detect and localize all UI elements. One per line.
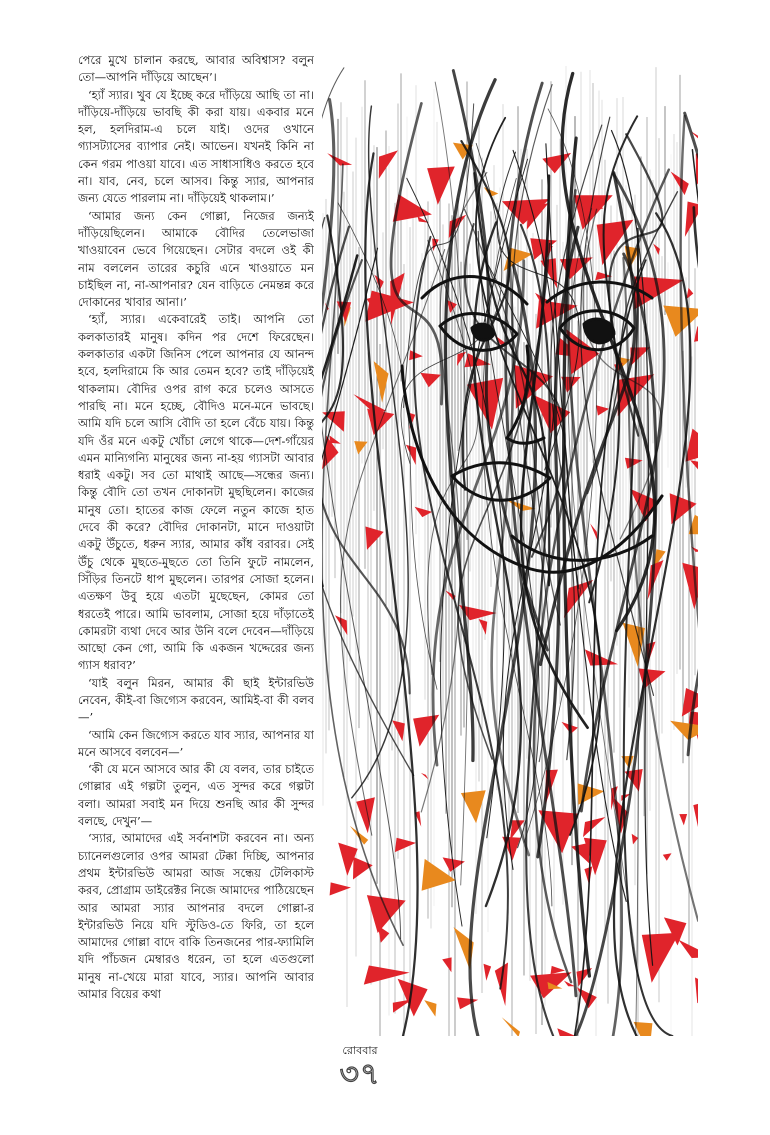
article-paragraph: ‘আমি কেন জিগ্যেস করতে যাব স্যার, আপনার যা মনে আসবে বলবেন—’ <box>78 727 314 759</box>
color-shard <box>690 460 698 482</box>
color-shard <box>642 933 680 983</box>
right-pupil <box>584 319 614 343</box>
color-shard <box>421 773 428 780</box>
color-shard <box>424 1000 436 1017</box>
color-shard <box>330 882 351 895</box>
color-shard <box>395 838 416 852</box>
color-shard <box>484 964 492 981</box>
magazine-name: রোববার <box>342 1044 378 1057</box>
article-paragraph: ‘কী যে মনে আসবে আর কী যে বলব, তার চাইতে গোল্লার এই গল্পটা তুলুন, এত সুন্দর করে গল্পটা বলা। আমরা সবাই মন দিয়ে শুনছি আর কী সুন্দর বলছে, দেখুন’— <box>78 762 314 829</box>
page-number: ৩৭ <box>339 1057 381 1092</box>
color-shard <box>327 153 352 165</box>
color-shard <box>679 814 687 825</box>
color-shard <box>479 619 488 635</box>
color-shard <box>379 150 398 179</box>
article-paragraph: ‘যাই বলুন মিরন, আমার কী ছাই ইন্টারভিউ নেবেন, কীই-বা জিগ্যেস করবেন, আমিই-বা কী বলব—’ <box>78 675 314 725</box>
hair-strokes <box>322 68 698 1036</box>
article-paragraph: ‘স্যার, আমাদের এই সর্বনাশটা করবেন না। অন্য চ্যানেলগুলোর ওপর আমরা টেক্কা দিচ্ছি, আপনার প্রথম ইন্টারভিউ আমরা আজ সন্ধেয় টেলিকাস্ট করব, প্রোগ্রাম ডাইরেক্টর নিজে আমাদের পাঠিয়েছেন আর আমরা স্যার আপনার বদলে গোল্লা-র ইন্টারভিউ নিয়ে যদি স্টুডিও-তে ফিরি, তা হলে আমাদের গোল্লা বাদে বাকি তিনজনের পার-ফ্যামিলি যদি পাঁচজন মেম্বারও ধরেন, তা হলে এতগুলো মানুষ না-খেয়ে মারা যাবে, স্যার। আপনি আবার আমার বিয়ের কথা <box>78 831 314 1002</box>
illustration-canvas <box>322 66 698 1036</box>
color-shard <box>663 853 672 861</box>
article-paragraph: ‘আমার জন্য কেন গোল্লা, নিজের জন্যই দাঁড়িয়েছিলেন। আমাকে বৌদির তেলেভাজা খাওয়াবেন ভেবে গিয়েছেন। সেটার বদলে ওই কী নাম বললেন তারের কচুরি এনে খাওয়াতে মন চাইছিল না, না-আপনার? যেন বাড়িতে নেমন্তন্ন করে দোকানের খাবার আনা।’ <box>78 208 314 310</box>
color-shard <box>583 817 605 837</box>
color-shard <box>415 507 433 517</box>
article-paragraph: ‘হ্যাঁ স্যার। খুব যে ইচ্ছে করে দাঁড়িয়ে আছি তা না। দাঁড়িয়ে-দাঁড়িয়ে ভাবছি কী করা যায়। একবার মনে হল, হলদিরাম-এ চলে যাই। ওদের ওখানে গ্যাসট্যাসের ব্যাপার নেই। আভেন। যখনই কিনি না কেন গরম পাওয়া যাবে। এত সাধাসাধিও করতে হবে না। যাব, নেব, চলে আসব। কিন্তু স্যার, আপনার জন্য যেতে পারলাম না। দাঁড়িয়েই থাকলাম।’ <box>78 87 314 206</box>
color-shard <box>442 957 451 972</box>
color-shard <box>392 720 405 741</box>
color-shard <box>596 405 609 415</box>
color-shard <box>457 997 478 1009</box>
hair-stroke <box>322 100 334 981</box>
color-shard <box>366 527 384 550</box>
color-shard <box>695 978 698 1004</box>
hair-stroke <box>322 256 357 696</box>
color-shard <box>625 458 643 469</box>
page-folio <box>330 1044 390 1092</box>
color-shard <box>693 795 698 851</box>
article-paragraph: ‘হ্যাঁ, স্যার। একেবারেই তাই। আপনি তো কলকাতারই মানুষ। কদিন পর দেশে ফিরেছেন। কলকাতার একটা জিনিস পেলে আপনার যে আনন্দ হবে, হলদিরামে কি আর তেমন হবে? তাই দাঁড়িয়েই থাকলাম। বৌদির ওপর রাগ করে চলেও আসতে পারছি না। মনে হচ্ছে, বৌদিও মনে-মনে ভাবছে। আমি যদি চলে আসি বৌদি তা হলে বেঁচে যায়। কিন্তু যদি ওঁর মনে একটু খোঁচা লেগে থাকে—দেশ-গাঁয়ের এমন মান্যিগন্যি মানুষের জন্য না-হয় গ্যাসটা আবার ধরাই একটু। সব তো মাথাই আছে—সন্ধের জন্য। কিন্তু বৌদি তো তখন দোকানটা মুছছিলেন। কাজের মানুষ তো। হাতের কাজ ফেলে নতুন কাজে হাত দেবে কী করে? বৌদির দোকানটা, মানে দাওয়াটা একটু উঁচুতে, ধরুন স্যার, আমার কাঁধ বরাবর। সেই উঁচু থেকে মুছতে-মুছতে তো তিনি ফুটে নামলেন, সিঁড়ির তিনটে ধাপ মুছলেন। তারপর সোজা হলেন। এতক্ষণ উবু হয়ে এতটা মুছেছেন, কোমর তো ধরতেই পারে। আমি ভাবলাম, সোজা হয়ে দাঁড়াতেই কোমরটা ব্যথা দেবে আর উনি বলে দেবেন—দাঁড়িয়ে আছো কেন গো, আমি কি একজন খদ্দেরের জন্য গ্যাস ধরাব?’ <box>78 312 314 673</box>
color-shard <box>457 352 466 366</box>
color-shard <box>686 288 693 299</box>
left-pupil <box>472 324 494 340</box>
color-shard <box>571 843 589 864</box>
article-text-column <box>78 52 314 1042</box>
color-shard <box>590 523 598 541</box>
color-shard <box>679 940 699 958</box>
article-paragraph: পেরে মুখে চালান করছে, আবার অবিশ্বাস? বলুন তো—আপনি দাঁড়িয়ে আছেন’। <box>78 53 314 85</box>
color-shard <box>420 373 441 387</box>
color-shard <box>502 1017 520 1036</box>
hair-stroke <box>694 208 698 738</box>
sketch-portrait-illustration <box>322 66 698 1036</box>
color-shard <box>564 981 575 987</box>
hair-stroke <box>391 103 442 404</box>
